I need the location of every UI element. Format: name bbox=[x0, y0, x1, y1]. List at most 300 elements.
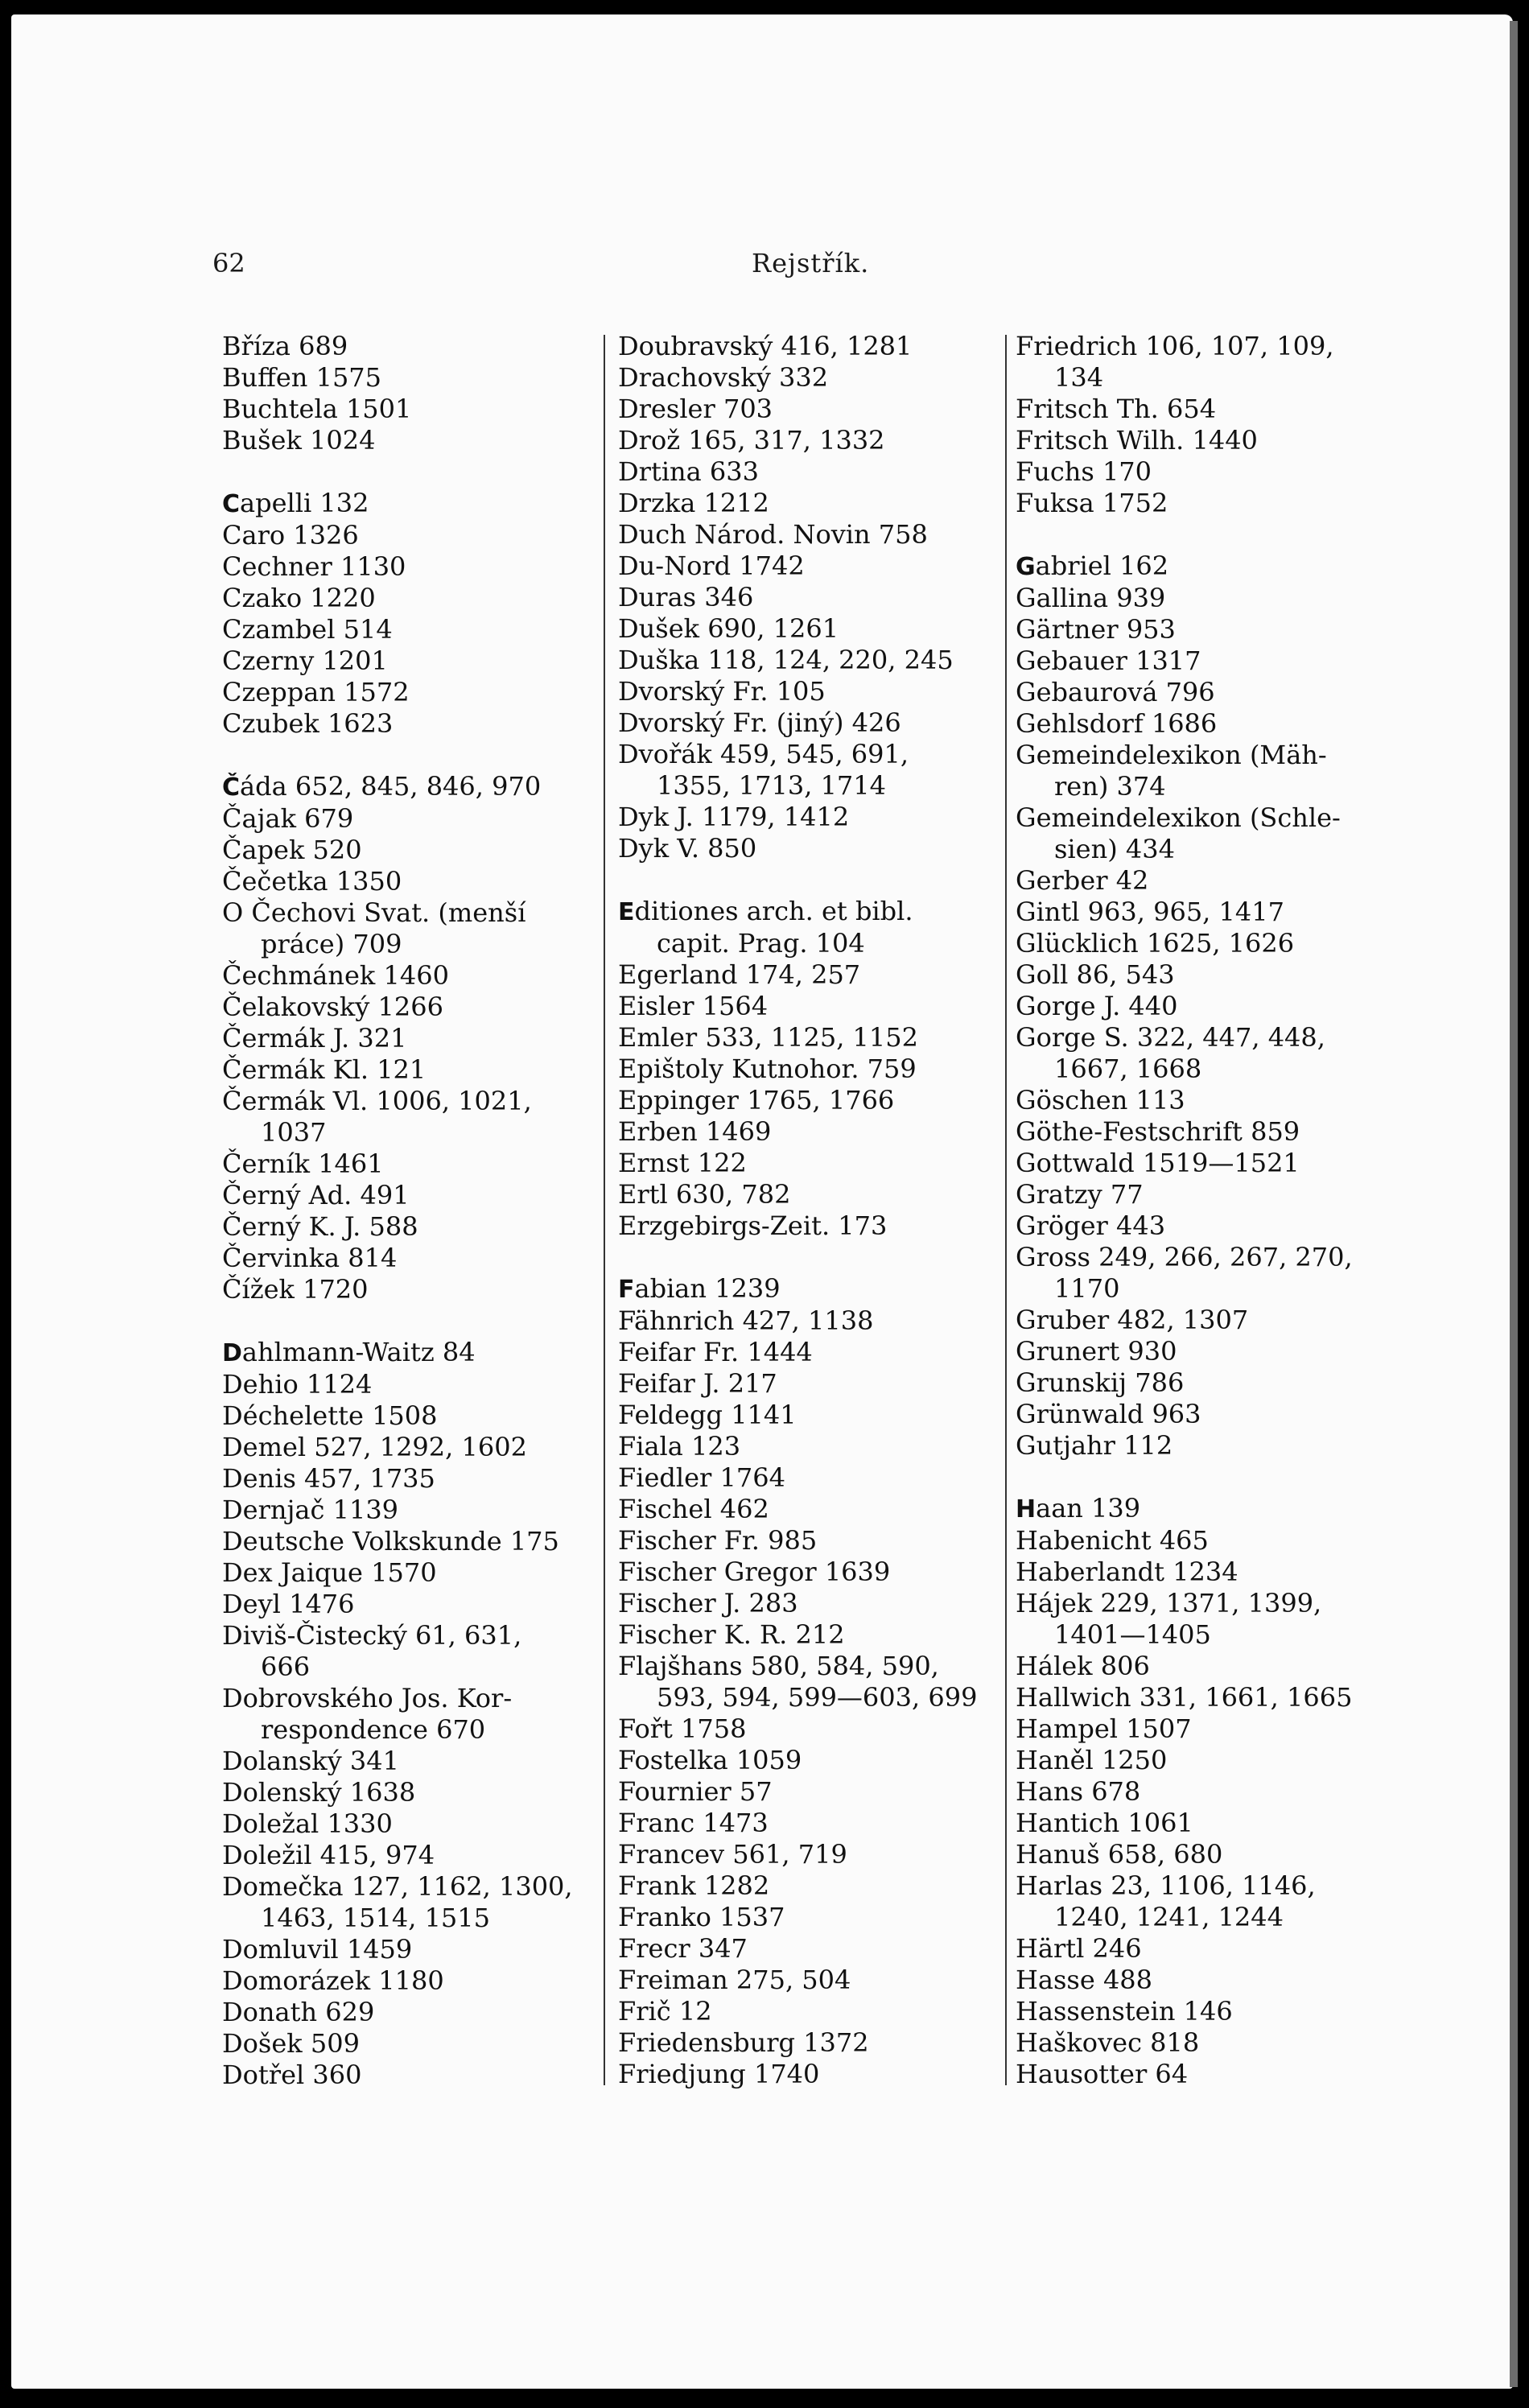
index-entry bbox=[222, 897, 592, 929]
index-entry-text: Fischer J. 283 bbox=[618, 1588, 798, 1618]
index-entry-text: Dernjač 1139 bbox=[222, 1495, 399, 1525]
index-entry bbox=[1016, 488, 1394, 519]
index-entry-text: Hanuš 658, 680 bbox=[1016, 1839, 1223, 1870]
index-entry-text: Černý K. J. 588 bbox=[222, 1211, 418, 1242]
index-entry bbox=[618, 739, 993, 770]
index-entry-text: Göthe-Festschrift 859 bbox=[1016, 1116, 1300, 1147]
section-initial: D bbox=[222, 1339, 242, 1367]
index-entry bbox=[1016, 1493, 1394, 1525]
index-entry-text: Egerland 174, 257 bbox=[618, 959, 861, 990]
index-entry-text: práce) 709 bbox=[261, 929, 402, 959]
index-entry bbox=[222, 803, 592, 835]
index-entry-text: Haněl 1250 bbox=[1016, 1745, 1168, 1775]
index-entry-text: Deutsche Volkskunde 175 bbox=[222, 1526, 559, 1557]
section-gap bbox=[1016, 519, 1394, 550]
index-entry-text: Donath 629 bbox=[222, 1997, 375, 2027]
index-entry-text: Dvorský Fr. (jiný) 426 bbox=[618, 707, 901, 738]
index-entry-text: Grunert 930 bbox=[1016, 1336, 1177, 1367]
index-entry bbox=[1016, 550, 1394, 583]
index-entry-text: Haškovec 818 bbox=[1016, 2027, 1200, 2058]
index-entry-text: sien) 434 bbox=[1054, 834, 1175, 864]
column-divider bbox=[1005, 335, 1007, 2085]
index-entry-text: Doležal 1330 bbox=[222, 1808, 393, 1839]
index-entry-text: Fořt 1758 bbox=[618, 1713, 747, 1744]
index-entry-text: Friedrich 106, 107, 109, bbox=[1016, 331, 1334, 361]
index-entry bbox=[1016, 1179, 1394, 1210]
index-entry-text: aan 139 bbox=[1036, 1493, 1141, 1524]
index-entry-text: Eisler 1564 bbox=[618, 991, 769, 1021]
index-entry-text: Fischer K. R. 212 bbox=[618, 1619, 845, 1650]
index-entry-text: Černík 1461 bbox=[222, 1148, 384, 1179]
index-entry-text: Hantich 1061 bbox=[1016, 1808, 1193, 1838]
index-entry-text: Gröger 443 bbox=[1016, 1210, 1166, 1241]
index-entry-text: Freiman 275, 504 bbox=[618, 1965, 851, 1995]
index-entry-text: Buchtela 1501 bbox=[222, 394, 412, 424]
index-entry bbox=[222, 1871, 592, 1903]
index-entry-text: respondence 670 bbox=[261, 1714, 486, 1745]
index-entry-text: Czeppan 1572 bbox=[222, 677, 410, 707]
index-entry-text: Domorázek 1180 bbox=[222, 1965, 444, 1996]
index-entry-continuation bbox=[1016, 1619, 1394, 1651]
index-entry-text: Gemeindelexikon (Mäh- bbox=[1016, 740, 1327, 770]
index-entry bbox=[618, 1273, 993, 1305]
index-entry-text: Denis 457, 1735 bbox=[222, 1463, 435, 1494]
index-entry bbox=[618, 425, 993, 456]
index-entry-text: Hampel 1507 bbox=[1016, 1713, 1192, 1744]
index-entry bbox=[1016, 456, 1394, 488]
index-entry-continuation bbox=[618, 770, 993, 802]
index-entry bbox=[1016, 1682, 1394, 1713]
index-entry bbox=[618, 1337, 993, 1368]
index-entry-text: Gorge J. 440 bbox=[1016, 991, 1178, 1021]
index-entry-text: Fritsch Wilh. 1440 bbox=[1016, 425, 1258, 456]
index-entry-text: apelli 132 bbox=[240, 488, 369, 518]
index-entry bbox=[618, 645, 993, 676]
index-entry bbox=[222, 1808, 592, 1840]
index-entry-text: Gebaurová 796 bbox=[1016, 677, 1215, 707]
index-entry bbox=[618, 1054, 993, 1085]
index-entry bbox=[618, 2059, 993, 2090]
index-entry bbox=[618, 1400, 993, 1431]
section-initial: E bbox=[618, 898, 635, 926]
index-entry-continuation bbox=[1016, 834, 1394, 865]
book-page bbox=[11, 14, 1513, 2389]
index-entry bbox=[222, 835, 592, 866]
index-entry-text: Gottwald 1519—1521 bbox=[1016, 1148, 1300, 1178]
index-entry-text: Dvořák 459, 545, 691, bbox=[618, 739, 909, 769]
section-gap bbox=[222, 1305, 592, 1337]
page-header bbox=[11, 248, 1513, 288]
index-entry bbox=[618, 1713, 993, 1745]
index-entry-text: Gehlsdorf 1686 bbox=[1016, 708, 1218, 739]
index-entry bbox=[222, 645, 592, 677]
index-entry-text: 1170 bbox=[1054, 1273, 1120, 1304]
index-entry bbox=[222, 1432, 592, 1463]
index-entry bbox=[618, 1588, 993, 1619]
index-entry-text: Hassenstein 146 bbox=[1016, 1996, 1233, 2027]
index-entry-text: Čechmánek 1460 bbox=[222, 960, 449, 991]
index-entry-text: Frecr 347 bbox=[618, 1933, 748, 1964]
index-entry bbox=[222, 551, 592, 583]
index-entry-text: Cechner 1130 bbox=[222, 551, 406, 582]
index-entry bbox=[1016, 802, 1394, 834]
index-entry-text: Du-Nord 1742 bbox=[618, 550, 805, 581]
index-entry bbox=[1016, 959, 1394, 991]
index-entry bbox=[1016, 677, 1394, 708]
index-entry bbox=[1016, 1210, 1394, 1242]
index-entry bbox=[1016, 1336, 1394, 1367]
index-entry bbox=[618, 1651, 993, 1682]
index-entry-text: Goll 86, 543 bbox=[1016, 959, 1175, 990]
index-entry bbox=[1016, 2027, 1394, 2059]
index-entry-text: Doležil 415, 974 bbox=[222, 1840, 435, 1870]
section-initial: F bbox=[618, 1276, 635, 1304]
index-entry bbox=[1016, 425, 1394, 456]
index-entry-text: Feifar J. 217 bbox=[618, 1368, 777, 1399]
index-entry bbox=[618, 1619, 993, 1651]
index-entry-text: Gruber 482, 1307 bbox=[1016, 1305, 1249, 1335]
index-entry-continuation bbox=[1016, 1054, 1394, 1085]
index-entry-text: Epištoly Kutnohor. 759 bbox=[618, 1054, 917, 1084]
index-entry-text: Gratzy 77 bbox=[1016, 1179, 1144, 1210]
index-entry-text: Feifar Fr. 1444 bbox=[618, 1337, 813, 1367]
index-entry bbox=[618, 1776, 993, 1808]
index-entry-text: Erzgebirgs-Zeit. 173 bbox=[618, 1210, 888, 1241]
index-entry bbox=[222, 1243, 592, 1274]
column-divider bbox=[604, 335, 605, 2085]
index-entry-text: Dex Jaique 1570 bbox=[222, 1557, 437, 1588]
index-entry-text: áda 652, 845, 846, 970 bbox=[240, 771, 542, 802]
index-entry-continuation bbox=[222, 1714, 592, 1746]
index-entry-continuation bbox=[222, 1651, 592, 1683]
index-entry bbox=[1016, 928, 1394, 959]
index-entry bbox=[618, 1996, 993, 2027]
index-entry bbox=[618, 1839, 993, 1870]
index-entry bbox=[222, 992, 592, 1023]
index-entry bbox=[1016, 1996, 1394, 2027]
section-initial: G bbox=[1016, 553, 1036, 581]
index-entry-text: Domečka 127, 1162, 1300, bbox=[222, 1871, 573, 1902]
index-entry bbox=[618, 1870, 993, 1902]
index-entry bbox=[618, 1494, 993, 1525]
index-entry-text: 1240, 1241, 1244 bbox=[1054, 1902, 1284, 1932]
index-entry-text: Czerny 1201 bbox=[222, 645, 388, 676]
index-entry-text: 666 bbox=[261, 1651, 311, 1682]
index-entry bbox=[1016, 1808, 1394, 1839]
index-entry bbox=[222, 1369, 592, 1400]
index-entry bbox=[222, 520, 592, 551]
index-entry bbox=[1016, 1745, 1394, 1776]
index-entry bbox=[618, 2027, 993, 2059]
index-entry-text: Fischer Fr. 985 bbox=[618, 1525, 818, 1556]
index-entry bbox=[618, 613, 993, 645]
index-entry-text: Fuksa 1752 bbox=[1016, 488, 1168, 518]
index-entry bbox=[618, 1085, 993, 1116]
index-entry-text: Domluvil 1459 bbox=[222, 1934, 413, 1965]
index-entry bbox=[1016, 331, 1394, 362]
section-initial: H bbox=[1016, 1495, 1037, 1524]
index-entry-text: Demel 527, 1292, 1602 bbox=[222, 1432, 527, 1462]
index-entry-text: Hallwich 331, 1661, 1665 bbox=[1016, 1682, 1353, 1713]
index-entry-text: Dušek 690, 1261 bbox=[618, 613, 839, 644]
index-entry bbox=[1016, 1085, 1394, 1116]
index-entry-text: Gebauer 1317 bbox=[1016, 645, 1201, 676]
index-entry-text: Drtina 633 bbox=[618, 456, 759, 487]
index-entry-text: Deyl 1476 bbox=[222, 1589, 355, 1619]
index-entry-text: Fostelka 1059 bbox=[618, 1745, 802, 1775]
index-entry bbox=[1016, 1933, 1394, 1965]
index-entry-text: Červinka 814 bbox=[222, 1243, 398, 1273]
index-entry bbox=[1016, 1557, 1394, 1588]
index-entry-text: Francev 561, 719 bbox=[618, 1839, 847, 1870]
index-entry bbox=[222, 1054, 592, 1086]
index-entry-text: Dolanský 341 bbox=[222, 1746, 399, 1776]
index-entry bbox=[618, 1462, 993, 1494]
index-entry bbox=[618, 1148, 993, 1179]
index-entry bbox=[618, 1305, 993, 1337]
index-entry-continuation bbox=[1016, 362, 1394, 394]
index-entry bbox=[1016, 2059, 1394, 2090]
index-entry bbox=[1016, 583, 1394, 614]
index-entry bbox=[222, 425, 592, 456]
index-entry-text: Caro 1326 bbox=[222, 520, 359, 550]
index-entry-text: Härtl 246 bbox=[1016, 1933, 1142, 1964]
index-entry-continuation bbox=[222, 1117, 592, 1148]
index-entry bbox=[222, 1274, 592, 1305]
index-entry bbox=[1016, 1022, 1394, 1054]
index-entry-text: Dobrovského Jos. Kor- bbox=[222, 1683, 513, 1713]
index-entry-text: Hájek 229, 1371, 1399, bbox=[1016, 1588, 1322, 1618]
index-entry bbox=[618, 1368, 993, 1400]
index-entry bbox=[618, 1116, 993, 1148]
index-entry bbox=[222, 1180, 592, 1211]
index-entry-text: Drachovský 332 bbox=[618, 362, 829, 393]
section-gap bbox=[222, 740, 592, 771]
section-initial: Č bbox=[222, 773, 241, 802]
section-gap bbox=[618, 1242, 993, 1273]
index-entry-text: Czako 1220 bbox=[222, 583, 376, 613]
index-entry-text: Duras 346 bbox=[618, 582, 754, 612]
index-entry-text: Gorge S. 322, 447, 448, bbox=[1016, 1022, 1325, 1053]
index-entry-text: capit. Prag. 104 bbox=[657, 928, 865, 959]
page-title: Rejstřík. bbox=[752, 248, 870, 278]
index-entry-text: Ertl 630, 782 bbox=[618, 1179, 791, 1210]
index-entry-text: Czambel 514 bbox=[222, 614, 393, 645]
index-entry-text: Hasse 488 bbox=[1016, 1965, 1153, 1995]
index-entry bbox=[1016, 991, 1394, 1022]
index-entry-text: Černý Ad. 491 bbox=[222, 1180, 410, 1210]
index-entry bbox=[1016, 1242, 1394, 1273]
index-entry-text: Fritsch Th. 654 bbox=[1016, 394, 1217, 424]
index-entry bbox=[222, 1997, 592, 2028]
index-entry bbox=[618, 1022, 993, 1054]
index-entry-text: Hausotter 64 bbox=[1016, 2059, 1189, 2089]
index-entry bbox=[618, 456, 993, 488]
index-entry-text: abian 1239 bbox=[634, 1273, 781, 1304]
page-number: 62 bbox=[212, 248, 245, 278]
index-entry bbox=[222, 1777, 592, 1808]
index-entry bbox=[222, 394, 592, 425]
index-entry bbox=[222, 1557, 592, 1589]
index-column-2 bbox=[618, 331, 993, 2090]
index-entry-text: Čížek 1720 bbox=[222, 1274, 369, 1305]
section-gap bbox=[222, 456, 592, 488]
index-entry-text: Fiedler 1764 bbox=[618, 1462, 785, 1493]
index-entry-text: Čelakovský 1266 bbox=[222, 992, 443, 1022]
index-entry-text: 1463, 1514, 1515 bbox=[261, 1903, 490, 1933]
index-entry-text: Déchelette 1508 bbox=[222, 1400, 438, 1431]
index-entry-text: Dvorský Fr. 105 bbox=[618, 676, 826, 707]
index-entry bbox=[222, 1840, 592, 1871]
index-entry bbox=[222, 331, 592, 362]
index-entry bbox=[1016, 1713, 1394, 1745]
index-entry bbox=[618, 1808, 993, 1839]
index-entry-text: Gross 249, 266, 267, 270, bbox=[1016, 1242, 1353, 1272]
index-entry-text: Čermák Vl. 1006, 1021, bbox=[222, 1086, 532, 1116]
index-entry-text: Fähnrich 427, 1138 bbox=[618, 1305, 874, 1336]
index-entry-continuation bbox=[222, 1903, 592, 1934]
index-entry bbox=[1016, 614, 1394, 645]
index-entry-text: Fischel 462 bbox=[618, 1494, 769, 1524]
index-entry-text: Gallina 939 bbox=[1016, 583, 1166, 613]
index-entry bbox=[618, 1557, 993, 1588]
index-entry-text: 1037 bbox=[261, 1117, 327, 1148]
index-entry bbox=[222, 2028, 592, 2060]
index-entry-text: Erben 1469 bbox=[618, 1116, 772, 1147]
index-entry bbox=[618, 833, 993, 864]
index-entry bbox=[222, 362, 592, 394]
index-entry bbox=[222, 708, 592, 740]
index-entry-text: Göschen 113 bbox=[1016, 1085, 1185, 1115]
index-entry-text: Gerber 42 bbox=[1016, 865, 1149, 896]
index-entry-text: ditiones arch. et bibl. bbox=[634, 896, 913, 926]
index-entry-text: Friedjung 1740 bbox=[618, 2059, 820, 2089]
index-entry bbox=[1016, 897, 1394, 928]
index-entry bbox=[222, 1148, 592, 1180]
index-entry bbox=[1016, 1870, 1394, 1902]
index-entry bbox=[618, 582, 993, 613]
index-entry bbox=[1016, 1116, 1394, 1148]
index-entry bbox=[1016, 1525, 1394, 1557]
index-entry bbox=[1016, 740, 1394, 771]
index-entry bbox=[222, 677, 592, 708]
index-entry bbox=[222, 1589, 592, 1620]
index-entry bbox=[618, 991, 993, 1022]
index-entry bbox=[222, 583, 592, 614]
index-entry-text: Friedensburg 1372 bbox=[618, 2027, 869, 2058]
index-entry-continuation bbox=[1016, 771, 1394, 802]
index-column-3 bbox=[1016, 331, 1394, 2090]
index-entry-text: Došek 509 bbox=[222, 2028, 360, 2059]
index-entry-text: Grünwald 963 bbox=[1016, 1399, 1201, 1429]
index-entry-text: Gemeindelexikon (Schle- bbox=[1016, 802, 1341, 833]
index-entry-text: Frank 1282 bbox=[618, 1870, 770, 1901]
index-entry bbox=[222, 2060, 592, 2091]
index-entry-text: Glücklich 1625, 1626 bbox=[1016, 928, 1295, 959]
index-entry bbox=[222, 1526, 592, 1557]
index-entry bbox=[618, 802, 993, 833]
index-entry bbox=[618, 488, 993, 519]
index-entry bbox=[1016, 1430, 1394, 1462]
index-entry-text: Hans 678 bbox=[1016, 1776, 1141, 1807]
index-entry-text: Diviš-Čistecký 61, 631, bbox=[222, 1620, 522, 1651]
index-entry bbox=[618, 1965, 993, 1996]
index-entry bbox=[1016, 394, 1394, 425]
index-entry bbox=[222, 960, 592, 992]
index-entry-text: Čermák Kl. 121 bbox=[222, 1054, 427, 1085]
index-entry-text: Czubek 1623 bbox=[222, 708, 394, 739]
index-entry-text: 1667, 1668 bbox=[1054, 1054, 1202, 1084]
index-entry-text: Buffen 1575 bbox=[222, 362, 382, 393]
index-entry bbox=[618, 362, 993, 394]
index-entry-text: Gärtner 953 bbox=[1016, 614, 1176, 645]
index-entry-text: Čajak 679 bbox=[222, 803, 354, 834]
index-entry bbox=[618, 959, 993, 991]
index-entry-text: Flajšhans 580, 584, 590, bbox=[618, 1651, 939, 1681]
index-entry-text: Drzka 1212 bbox=[618, 488, 769, 518]
index-entry-text: Emler 533, 1125, 1152 bbox=[618, 1022, 918, 1053]
index-entry-text: Bušek 1024 bbox=[222, 425, 376, 456]
index-entry-text: Frič 12 bbox=[618, 1996, 712, 2027]
index-entry bbox=[222, 1495, 592, 1526]
index-entry bbox=[618, 394, 993, 425]
index-entry bbox=[1016, 1651, 1394, 1682]
section-initial: C bbox=[222, 490, 241, 518]
index-entry bbox=[618, 1902, 993, 1933]
index-entry-text: Eppinger 1765, 1766 bbox=[618, 1085, 895, 1115]
index-entry bbox=[618, 676, 993, 707]
index-entry-text: Feldegg 1141 bbox=[618, 1400, 797, 1430]
index-entry bbox=[1016, 1367, 1394, 1399]
index-entry bbox=[618, 1179, 993, 1210]
index-entry-text: Fischer Gregor 1639 bbox=[618, 1557, 891, 1587]
index-entry-continuation bbox=[222, 929, 592, 960]
section-gap bbox=[618, 864, 993, 896]
index-entry-text: Čermák J. 321 bbox=[222, 1023, 407, 1054]
index-entry bbox=[222, 1211, 592, 1243]
index-entry bbox=[618, 331, 993, 362]
index-entry bbox=[618, 896, 993, 928]
index-entry bbox=[1016, 1148, 1394, 1179]
index-entry-text: ahlmann-Waitz 84 bbox=[241, 1337, 476, 1367]
index-entry-text: Fuchs 170 bbox=[1016, 456, 1152, 487]
index-entry-text: Drož 165, 317, 1332 bbox=[618, 425, 885, 456]
index-entry-text: Gutjahr 112 bbox=[1016, 1430, 1173, 1461]
index-entry bbox=[618, 550, 993, 582]
index-entry bbox=[222, 771, 592, 803]
index-entry bbox=[1016, 645, 1394, 677]
index-entry bbox=[222, 1746, 592, 1777]
index-entry bbox=[222, 1337, 592, 1369]
index-entry bbox=[222, 1086, 592, 1117]
index-entry bbox=[618, 1745, 993, 1776]
index-entry-text: Harlas 23, 1106, 1146, bbox=[1016, 1870, 1316, 1901]
index-entry bbox=[1016, 708, 1394, 740]
index-entry bbox=[222, 1620, 592, 1651]
index-entry-text: Hálek 806 bbox=[1016, 1651, 1150, 1681]
section-gap bbox=[1016, 1462, 1394, 1493]
index-entry-text: Čapek 520 bbox=[222, 835, 362, 865]
index-entry bbox=[222, 1965, 592, 1997]
index-entry-text: O Čechovi Svat. (menší bbox=[222, 897, 526, 928]
index-entry-text: Franko 1537 bbox=[618, 1902, 785, 1932]
index-entry-text: Dyk J. 1179, 1412 bbox=[618, 802, 850, 832]
index-entry-continuation bbox=[1016, 1902, 1394, 1933]
index-entry bbox=[222, 1463, 592, 1495]
index-entry bbox=[618, 1431, 993, 1462]
index-entry-text: 593, 594, 599—603, 699 bbox=[657, 1682, 978, 1713]
index-entry bbox=[618, 1933, 993, 1965]
